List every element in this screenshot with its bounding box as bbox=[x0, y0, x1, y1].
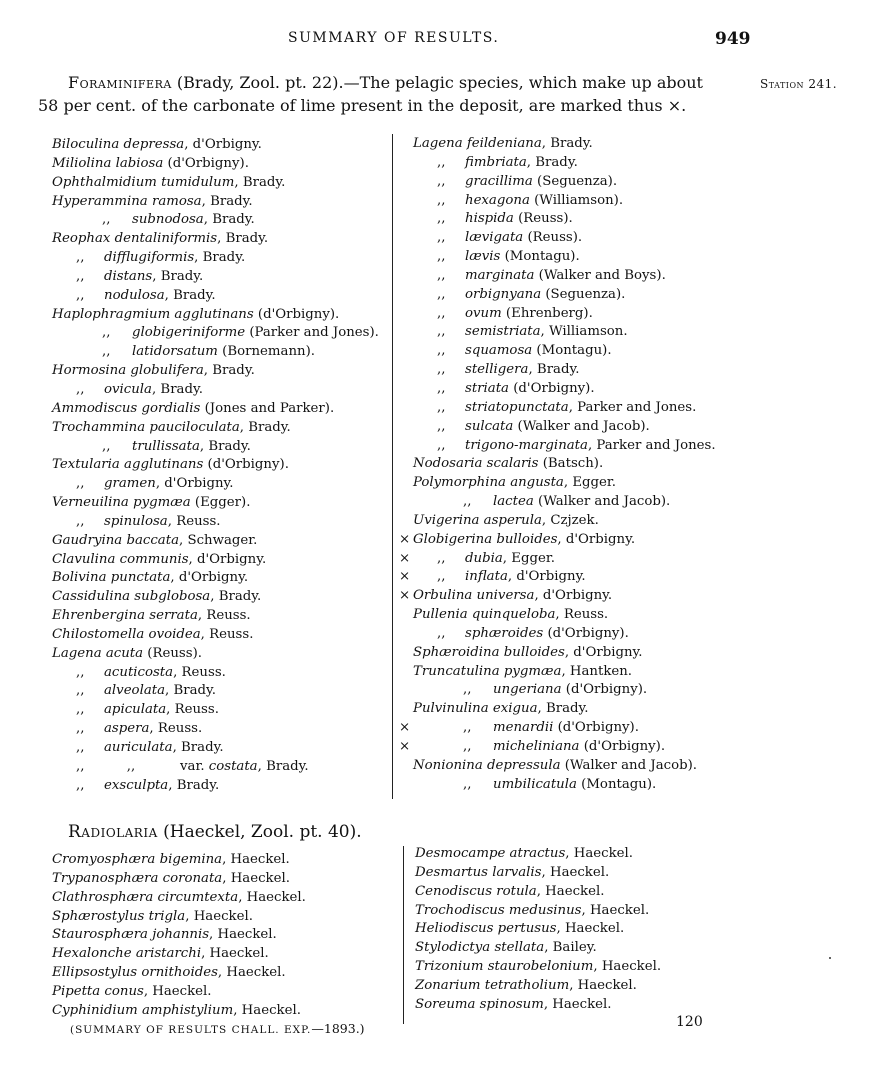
ditto-mark: ,, bbox=[76, 268, 85, 284]
page-number: 949 bbox=[715, 29, 751, 49]
species-authority: , Brady. bbox=[541, 136, 593, 151]
ditto-mark: ,, bbox=[463, 682, 472, 698]
species-authority: , d'Orbigny. bbox=[557, 531, 636, 547]
species-name: acuticosta bbox=[104, 664, 174, 680]
species-name: Pullenia quinqueloba bbox=[413, 607, 556, 623]
ditto-mark: ,, bbox=[437, 305, 446, 321]
ditto-mark: ,, bbox=[76, 740, 85, 755]
ditto-mark: ,, ,, bbox=[76, 758, 136, 774]
ditto-mark: ,, bbox=[463, 494, 472, 510]
species-name: dubia bbox=[465, 550, 503, 566]
species-authority: (Reuss). bbox=[513, 211, 573, 227]
species-authority: (Reuss). bbox=[143, 645, 202, 661]
ditto-mark: ,, bbox=[76, 513, 85, 529]
species-authority: , Brady. bbox=[528, 362, 580, 378]
species-authority: , Brady. bbox=[152, 268, 204, 284]
species-authority: (Ehrenberg). bbox=[501, 305, 593, 321]
species-name: nodulosa bbox=[104, 287, 165, 303]
column-divider bbox=[392, 134, 393, 799]
species-authority: , Brady. bbox=[199, 438, 251, 454]
species-name: aspera bbox=[104, 721, 150, 737]
ditto-mark: ,, bbox=[76, 721, 85, 737]
ditto-mark: ,, bbox=[437, 230, 446, 246]
species-name: Bolivina punctata bbox=[52, 570, 171, 586]
species-authority: , Reuss. bbox=[200, 626, 254, 642]
species-name: Truncatulina pygmæa bbox=[413, 663, 562, 679]
species-name: Staurosphæra johannis bbox=[52, 927, 210, 943]
species-name: gracillima bbox=[465, 173, 533, 189]
species-authority: , Brady. bbox=[165, 683, 217, 699]
species-name: Hyperammina ramosa bbox=[52, 193, 202, 209]
species-authority: (Walker and Jacob). bbox=[533, 494, 671, 510]
species-name: Heliodiscus pertusus bbox=[415, 921, 557, 937]
species-name: ovicula bbox=[104, 381, 152, 397]
species-authority: , Haeckel. bbox=[565, 846, 633, 861]
species-name: Uvigerina asperula bbox=[413, 512, 542, 528]
signature-mark: 120 bbox=[676, 1014, 703, 1030]
species-name: hexagona bbox=[465, 192, 530, 208]
species-authority: (Parker and Jones). bbox=[245, 325, 379, 341]
species-authority: , Haeckel. bbox=[143, 983, 212, 999]
species-authority: , d'Orbigny. bbox=[188, 551, 267, 567]
species-name: Gaudryina baccata bbox=[52, 532, 179, 548]
species-authority: , Haeckel. bbox=[581, 902, 650, 918]
species-authority: , Reuss. bbox=[166, 702, 219, 718]
species-name: striata bbox=[465, 380, 509, 396]
species-name: Ammodiscus gordialis bbox=[52, 400, 201, 416]
ditto-mark: ,, bbox=[102, 325, 111, 341]
pelagic-mark: × bbox=[399, 739, 411, 754]
species-name: Chilostomella ovoidea bbox=[52, 626, 201, 642]
species-authority: (d'Orbigny). bbox=[553, 720, 639, 736]
species-authority: (Walker and Boys). bbox=[534, 267, 666, 283]
species-authority: , Brady. bbox=[172, 740, 224, 755]
species-authority: (Williamson). bbox=[529, 192, 624, 208]
species-name: hispida bbox=[465, 211, 514, 227]
species-authority: (d'Orbigny). bbox=[203, 457, 289, 473]
species-authority: , Williamson. bbox=[540, 324, 628, 340]
species-name: apiculata bbox=[104, 702, 167, 718]
species-authority: , Reuss. bbox=[173, 664, 226, 680]
species-authority: , Brady. bbox=[164, 287, 216, 303]
species-name: Nodosaria scalaris bbox=[413, 456, 539, 472]
ditto-mark: ,, bbox=[437, 154, 446, 170]
radiolaria-heading bbox=[68, 822, 362, 842]
ditto-mark: ,, bbox=[437, 437, 446, 453]
species-authority: (Reuss). bbox=[523, 230, 583, 246]
species-name: Reophax dentaliniformis bbox=[52, 231, 218, 247]
species-authority: , Czjzek. bbox=[541, 512, 599, 528]
species-authority: , Haeckel. bbox=[217, 965, 286, 981]
ditto-mark: ,, bbox=[437, 399, 446, 415]
species-name: Zonarium tetratholium bbox=[415, 977, 570, 993]
species-name: sulcata bbox=[465, 418, 514, 434]
radiolaria-divider bbox=[403, 846, 404, 1024]
species-authority: (Montagu). bbox=[532, 343, 612, 359]
species-authority: , Haeckel. bbox=[238, 889, 306, 905]
species-authority: , Brady. bbox=[537, 701, 589, 717]
ditto-mark: ,, bbox=[76, 287, 85, 303]
pelagic-mark: × bbox=[399, 588, 411, 604]
species-authority: , Hantken. bbox=[561, 663, 633, 679]
species-name: Cyphinidium amphistylium bbox=[52, 1002, 234, 1018]
species-name: Nonionina depressula bbox=[413, 757, 561, 773]
species-name: ovum bbox=[465, 305, 502, 321]
species-authority: , Brady. bbox=[203, 212, 255, 228]
species-authority: , Reuss. bbox=[197, 608, 251, 624]
species-authority: , Brady. bbox=[257, 758, 309, 774]
species-authority: (Jones and Parker). bbox=[200, 400, 335, 416]
species-name: difflugiformis bbox=[104, 250, 195, 266]
species-name: exsculpta bbox=[104, 777, 169, 793]
species-authority: , Brady. bbox=[239, 419, 291, 435]
ditto-mark: ,, bbox=[102, 344, 111, 360]
species-name: Ophthalmidium tumidulum bbox=[52, 174, 235, 190]
species-name: spinulosa bbox=[104, 513, 168, 529]
species-name: Desmartus larvalis bbox=[415, 864, 542, 880]
species-authority: , Parker and Jones. bbox=[587, 437, 716, 453]
ditto-mark: ,, bbox=[437, 267, 446, 283]
species-authority: (Seguenza). bbox=[541, 286, 626, 302]
species-name: subnodosa bbox=[132, 212, 204, 228]
species-name: Orbulina universa bbox=[413, 588, 535, 604]
species-authority: , Haeckel. bbox=[536, 883, 605, 899]
species-authority: , Parker and Jones. bbox=[568, 399, 697, 415]
ditto-mark: ,, bbox=[437, 211, 446, 227]
species-authority: (d'Orbigny). bbox=[561, 682, 648, 698]
species-authority: , Haeckel. bbox=[233, 1002, 301, 1018]
species-authority: , Haeckel. bbox=[222, 870, 290, 886]
species-authority: , Haeckel. bbox=[593, 959, 662, 975]
radiolaria-heading-rest: (Haeckel, Zool. pt. 40). bbox=[157, 822, 362, 842]
ditto-mark: ,, bbox=[437, 324, 446, 340]
species-name: Haplophragmium agglutinans bbox=[52, 306, 254, 322]
ditto-mark: ,, bbox=[437, 192, 446, 208]
species-authority: , Brady. bbox=[526, 154, 578, 170]
species-authority: , d'Orbigny. bbox=[534, 588, 613, 604]
species-name: menardii bbox=[493, 720, 554, 736]
species-name: stelligera bbox=[465, 362, 529, 378]
ditto-mark: ,, bbox=[437, 173, 446, 189]
species-name: costata bbox=[208, 758, 258, 774]
stray-dot bbox=[829, 957, 831, 959]
species-authority: (d'Orbigny). bbox=[508, 380, 595, 396]
species-authority: , d'Orbigny. bbox=[184, 137, 262, 152]
ditto-mark: ,, bbox=[76, 250, 85, 266]
species-name: Lagena acuta bbox=[52, 645, 144, 661]
species-name: trigono-marginata bbox=[465, 437, 588, 453]
species-name: Stylodictya stellata bbox=[415, 940, 545, 956]
ditto-mark: ,, bbox=[76, 777, 85, 793]
ditto-mark: ,, bbox=[76, 683, 85, 699]
species-name: Ehrenbergina serrata bbox=[52, 608, 198, 624]
species-authority: , Reuss. bbox=[167, 513, 221, 529]
species-authority: (Walker and Jacob). bbox=[560, 757, 697, 773]
species-authority: (Walker and Jacob). bbox=[513, 418, 650, 434]
species-authority: , Brady. bbox=[210, 589, 262, 605]
species-authority: (Batsch). bbox=[538, 456, 604, 472]
pelagic-mark: × bbox=[399, 550, 411, 566]
species-authority: , Brady. bbox=[217, 231, 269, 247]
species-name: Cromyosphæra bigemina bbox=[52, 852, 223, 867]
species-authority: , Brady. bbox=[194, 250, 246, 266]
species-authority: , Egger. bbox=[502, 550, 555, 566]
species-name: Verneuilina pygmæa bbox=[52, 495, 191, 511]
species-name: Sphæroidina bulloides bbox=[413, 644, 565, 660]
species-authority: (Montagu). bbox=[576, 776, 657, 792]
species-name: micheliniana bbox=[493, 739, 580, 754]
species-name: striatopunctata bbox=[465, 399, 569, 415]
ditto-mark: ,, bbox=[463, 776, 472, 792]
species-name: Cenodiscus rotula bbox=[415, 883, 537, 899]
species-authority: , Haeckel. bbox=[543, 996, 612, 1012]
species-name: Trochodiscus medusinus bbox=[415, 902, 582, 918]
species-name: Hexalonche aristarchi bbox=[52, 946, 202, 962]
species-authority: , Schwager. bbox=[179, 532, 258, 548]
species-name: gramen bbox=[104, 476, 156, 492]
species-name: Trochammina pauciloculata bbox=[52, 419, 240, 435]
species-name: alveolata bbox=[104, 683, 166, 699]
species-authority: , Egger. bbox=[563, 475, 617, 491]
species-authority: , Bailey. bbox=[544, 940, 597, 956]
ditto-mark: ,, bbox=[76, 476, 85, 492]
species-authority: , Haeckel. bbox=[541, 864, 610, 880]
species-name: Globigerina bulloides bbox=[413, 531, 558, 547]
species-authority: , Haeckel. bbox=[556, 921, 625, 937]
species-name: trullissata bbox=[132, 438, 200, 454]
species-name: auriculata bbox=[104, 740, 173, 755]
series-footer bbox=[70, 1021, 365, 1036]
species-authority: (Egger). bbox=[190, 495, 251, 511]
ditto-mark: ,, bbox=[437, 625, 446, 641]
species-name: Soreuma spinosum bbox=[415, 996, 544, 1012]
species-name: distans bbox=[104, 268, 153, 284]
species-name: latidorsatum bbox=[132, 344, 218, 360]
series-note: (SUMMARY OF RESULTS CHALL. EXP. bbox=[70, 1024, 312, 1036]
species-name: Cassidulina subglobosa bbox=[52, 589, 211, 605]
species-name: Sphærostylus trigla bbox=[52, 908, 186, 924]
species-authority: , Haeckel. bbox=[569, 977, 637, 993]
species-name: sphæroides bbox=[465, 625, 544, 641]
species-name: fimbriata bbox=[465, 154, 527, 170]
ditto-mark: ,, bbox=[437, 380, 446, 396]
species-name: Trypanosphæra coronata bbox=[52, 870, 223, 886]
species-name: Lagena feildeniana bbox=[413, 136, 542, 151]
species-authority: (d'Orbigny). bbox=[579, 739, 666, 754]
ditto-mark: ,, bbox=[76, 664, 85, 680]
ditto-mark: ,, bbox=[437, 362, 446, 378]
ditto-mark: ,, bbox=[76, 381, 85, 397]
species-name: globigeriniforme bbox=[132, 325, 246, 341]
ditto-mark: ,, bbox=[463, 739, 472, 754]
radiolaria-heading-label: Radiolaria bbox=[68, 822, 158, 842]
species-authority: , Reuss. bbox=[555, 607, 609, 623]
species-name: lactea bbox=[493, 494, 534, 510]
species-authority: , Brady. bbox=[203, 363, 255, 379]
species-authority: (Montagu). bbox=[500, 249, 580, 265]
ditto-mark: ,, bbox=[437, 286, 446, 302]
pelagic-mark: × bbox=[399, 569, 411, 585]
species-authority: (d'Orbigny). bbox=[253, 306, 340, 322]
species-authority: , d'Orbigny. bbox=[155, 476, 234, 492]
species-name: Trizonium staurobelonium bbox=[415, 959, 594, 975]
species-name: lævis bbox=[465, 249, 501, 265]
species-name: semistriata bbox=[465, 324, 541, 340]
species-name: Hormosina globulifera bbox=[52, 363, 204, 379]
species-name: marginata bbox=[465, 267, 535, 283]
species-authority: , Brady. bbox=[201, 193, 253, 209]
foraminifera-heading: Foraminifera bbox=[68, 73, 172, 92]
species-authority: , d'Orbigny. bbox=[564, 644, 643, 660]
ditto-mark: ,, bbox=[437, 418, 446, 434]
series-year: —1893.) bbox=[311, 1021, 365, 1036]
ditto-mark: ,, bbox=[102, 212, 111, 228]
species-name: Clathrosphæra circumtexta bbox=[52, 889, 239, 905]
station-label: Station 241. bbox=[760, 77, 838, 91]
species-authority: (Bornemann). bbox=[217, 344, 315, 360]
species-authority: , Haeckel. bbox=[201, 946, 269, 962]
species-authority: , Brady. bbox=[168, 777, 220, 793]
species-name: inflata bbox=[465, 569, 508, 585]
species-authority: , Haeckel. bbox=[222, 852, 290, 867]
species-authority: , Brady. bbox=[151, 381, 203, 397]
foraminifera-intro-line2: 58 per cent. of the carbonate of lime present in the deposit, are marked thus ×. bbox=[38, 96, 687, 115]
foraminifera-intro-line1 bbox=[68, 73, 703, 92]
species-name: Desmocampe atractus bbox=[415, 846, 566, 861]
species-authority: (d'Orbigny). bbox=[543, 625, 629, 641]
species-name: Pulvinulina exigua bbox=[413, 701, 538, 717]
species-name: umbilicatula bbox=[493, 776, 577, 792]
species-name: Polymorphina angusta bbox=[413, 475, 564, 491]
running-title: SUMMARY OF RESULTS. bbox=[288, 30, 500, 46]
species-name: ungeriana bbox=[493, 682, 562, 698]
species-authority: , Reuss. bbox=[149, 721, 203, 737]
ditto-mark: ,, bbox=[437, 550, 446, 566]
species-name: Clavulina communis bbox=[52, 551, 189, 567]
ditto-mark: ,, bbox=[437, 249, 446, 265]
species-authority: , d'Orbigny. bbox=[507, 569, 586, 585]
ditto-mark: ,, bbox=[76, 702, 85, 718]
species-authority: (Seguenza). bbox=[532, 173, 618, 189]
ditto-mark: ,, bbox=[102, 438, 111, 454]
species-name: Biloculina depressa bbox=[52, 137, 185, 152]
species-name: squamosa bbox=[465, 343, 533, 359]
ditto-mark: ,, bbox=[463, 720, 472, 736]
species-authority: , Haeckel. bbox=[209, 927, 277, 943]
foraminifera-intro-rest: (Brady, Zool. pt. 22).—The pelagic species, which make up about bbox=[171, 73, 703, 92]
species-name: lævigata bbox=[465, 230, 524, 246]
species-authority: , Brady. bbox=[234, 174, 286, 190]
pelagic-mark: × bbox=[399, 720, 411, 736]
species-authority: (d'Orbigny). bbox=[163, 155, 249, 171]
species-name: Pipetta conus bbox=[52, 983, 144, 999]
species-name: orbignyana bbox=[465, 286, 542, 302]
species-name: Miliolina labiosa bbox=[52, 155, 164, 171]
species-authority: , d'Orbigny. bbox=[170, 570, 249, 586]
species-name: Ellipsostylus ornithoides bbox=[52, 965, 218, 981]
species-name: Textularia agglutinans bbox=[52, 457, 204, 473]
ditto-mark: ,, bbox=[437, 569, 446, 585]
ditto-mark: ,, bbox=[437, 343, 446, 359]
variety-label: var. bbox=[180, 758, 209, 774]
pelagic-mark: × bbox=[399, 531, 411, 547]
species-authority: , Haeckel. bbox=[185, 908, 253, 924]
